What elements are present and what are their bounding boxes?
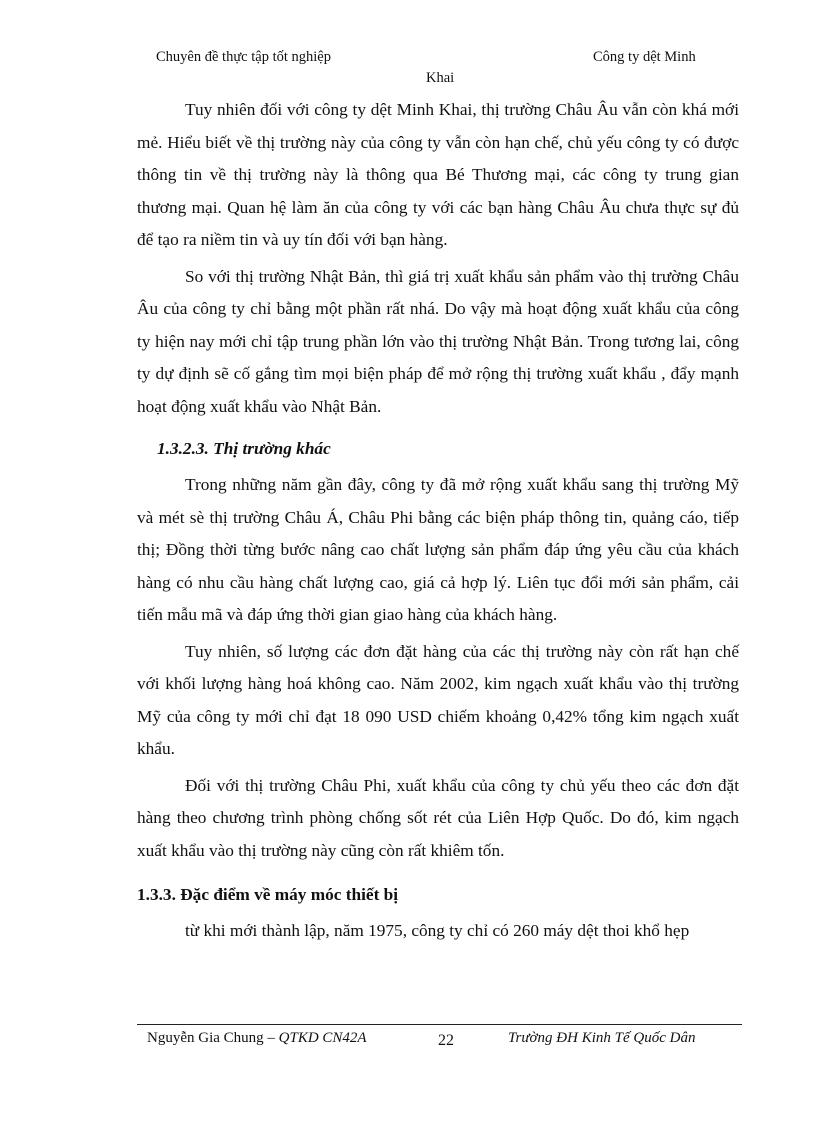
- footer-author-name: Nguyễn Gia Chung –: [147, 1030, 279, 1046]
- paragraph: Trong những năm gần đây, công ty đã mở rộng xuất khẩu sang thị trường Mỹ và mét sè thị trường Châu Á, Châu Phi bằng các biện pháp thông tin, quảng cáo, tiếp thị; Đồng thời từng bước nâng cao chất lượng sản phẩm đáp ứng yêu cầu của khách hàng có nhu cầu hàng chất lượng cao, giá cả hợp lý. Liên tục đổi mới sản phẩm, cải tiến mẫu mã và đáp ứng thời gian giao hàng của khách hàng.: [137, 475, 739, 624]
- section-heading: 1.3.3. Đặc điểm về máy móc thiết bị: [137, 885, 399, 904]
- header-company-continued: Khai: [426, 70, 455, 86]
- footer-divider: [137, 1024, 742, 1025]
- paragraph: Đối với thị trường Châu Phi, xuất khẩu của công ty chủ yếu theo các đơn đặt hàng theo chương trình phòng chống sốt rét của Liên Hợp Quốc. Do đó, kim ngạch xuất khẩu vào thị trường này cũng còn rất khiêm tốn.: [137, 775, 739, 860]
- footer-class: QTKD CN42A: [278, 1030, 367, 1046]
- header-title: Chuyên đề thực tập tốt nghiệp: [156, 49, 331, 65]
- footer-school: Trường ĐH Kinh Tế Quốc Dân: [508, 1030, 696, 1046]
- paragraph: Tuy nhiên đối với công ty dệt Minh Khai, thị trường Châu Âu vẫn còn khá mới mẻ. Hiểu biết về thị trường này của công ty vẫn còn hạn chế, chủ yếu công ty có được thông tin về thị trường này là thông qua Bé Thương mại, các công ty trung gian thương mại. Quan hệ làm ăn của công ty với các bạn hàng Châu Âu chưa thực sự đủ để tạo ra niềm tin và uy tín đối với bạn hàng.: [137, 100, 739, 249]
- paragraph: So với thị trường Nhật Bản, thì giá trị xuất khẩu sản phẩm vào thị trường Châu Âu của công ty chỉ bằng một phần rất nhá. Do vậy mà hoạt động xuất khẩu của công ty hiện nay mới chỉ tập trung phần lớn vào thị trường Nhật Bản. Trong tương lai, công ty dự định sẽ cố gắng tìm mọi biện pháp để mở rộng thị trường xuất khẩu , đẩy mạnh hoạt động xuất khẩu vào Nhật Bản.: [137, 266, 739, 416]
- paragraph: từ khi mới thành lập, năm 1975, công ty chỉ có 260 máy dệt thoi khổ hẹp: [185, 921, 690, 940]
- page-number: 22: [438, 1032, 454, 1049]
- section-heading: 1.3.2.3. Thị trường khác: [157, 439, 331, 458]
- header-company: Công ty dệt Minh: [593, 49, 696, 65]
- document-body: [137, 94, 739, 952]
- paragraph: Tuy nhiên, số lượng các đơn đặt hàng của các thị trường này còn rất hạn chế với khối lượng hàng hoá không cao. Năm 2002, kim ngạch xuất khẩu vào thị trường Mỹ của công ty mới chỉ đạt 18 090 USD chiếm khoảng 0,42% tổng kim ngạch xuất khẩu.: [137, 641, 739, 758]
- footer-author: [147, 1030, 367, 1047]
